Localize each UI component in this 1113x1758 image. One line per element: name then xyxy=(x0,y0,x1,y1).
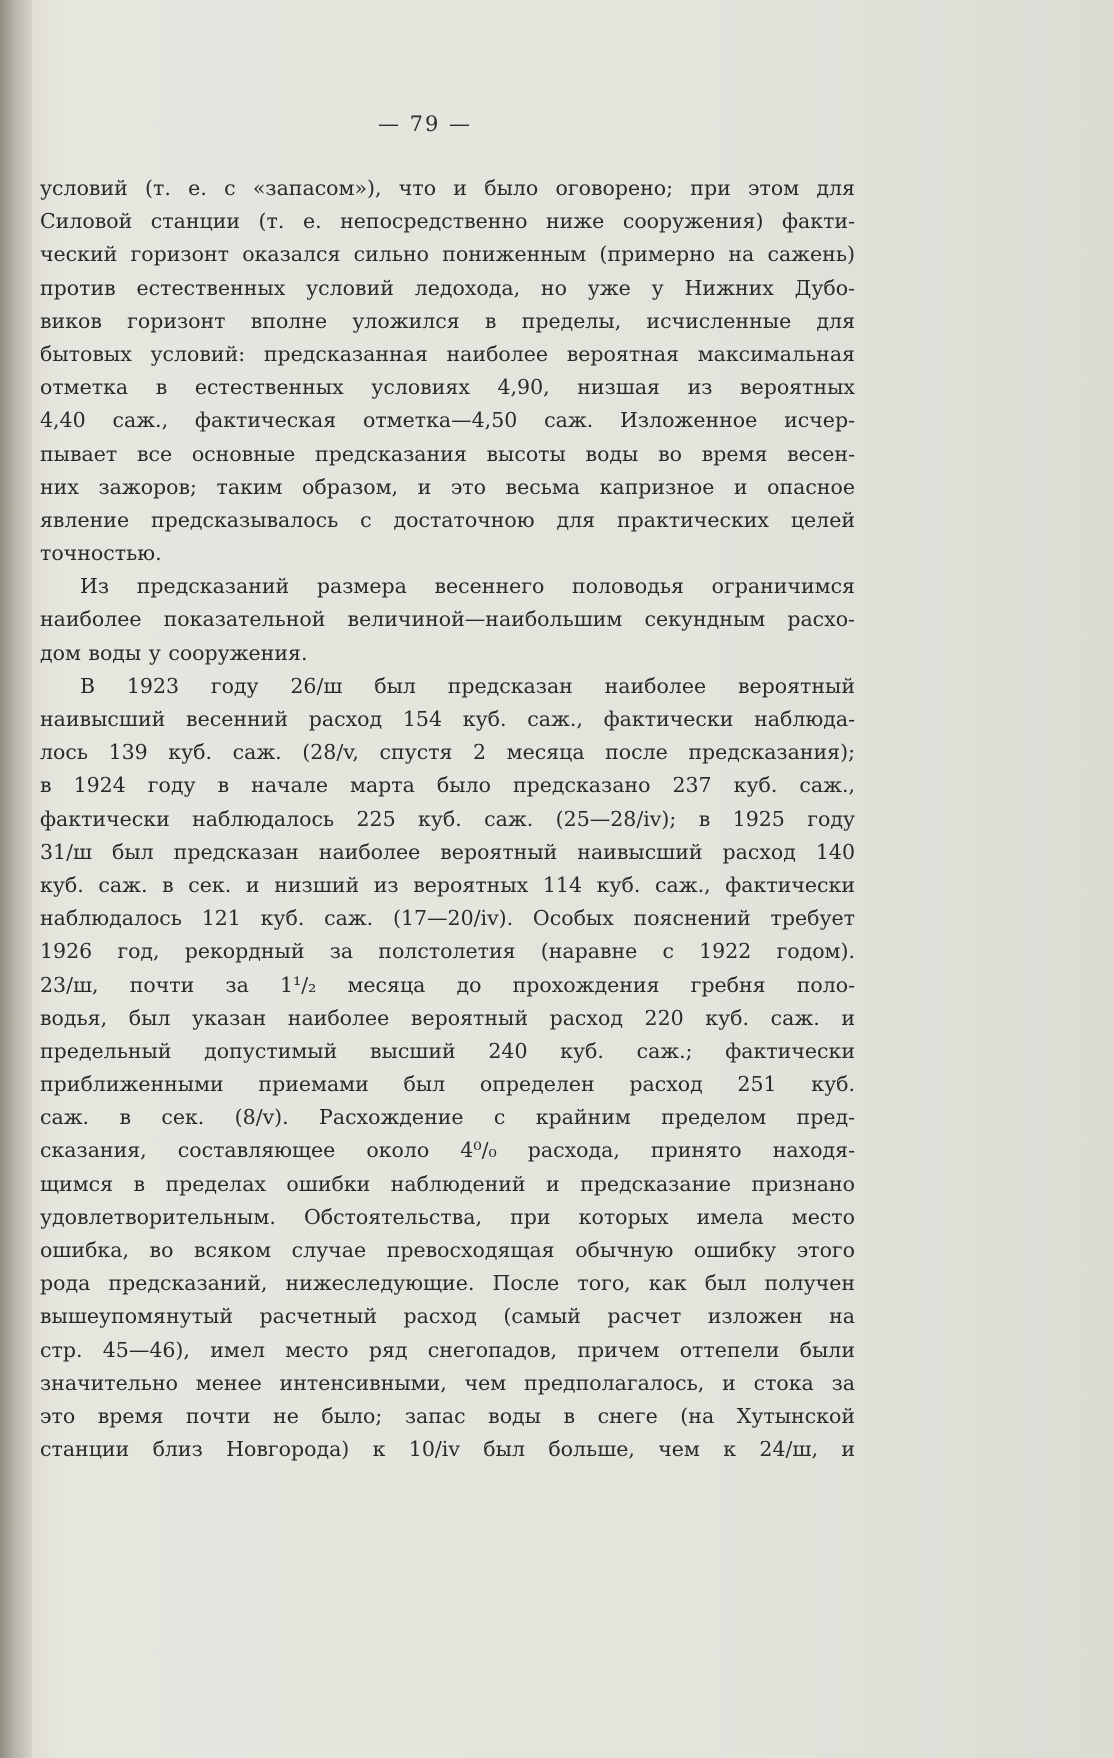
text-line: это время почти не было; запас воды в снеге (на Хутынской xyxy=(40,1403,855,1428)
book-spine-shadow xyxy=(0,0,32,1758)
text-line: отметка в естественных условиях 4,90, низшая из вероятных xyxy=(40,375,855,400)
text-line: 31/ш был предсказан наиболее вероятный наивысший расход 140 xyxy=(40,839,855,864)
text-line: рода предсказаний, нижеследующие. После того, как был получен xyxy=(40,1271,855,1296)
text-line: стр. 45—46), имел место ряд снегопадов, причем оттепели были xyxy=(40,1337,855,1362)
text-line: куб. саж. в сек. и низший из вероятных 114 куб. саж., фактически xyxy=(40,872,855,897)
text-line: сказания, составляющее около 4⁰/₀ расхода, принято находя- xyxy=(40,1138,855,1163)
text-line: точностью. xyxy=(40,541,162,566)
text-line: удовлетворительным. Обстоятельства, при которых имела место xyxy=(40,1204,855,1229)
text-line: водья, был указан наиболее вероятный расход 220 куб. саж. и xyxy=(40,1005,855,1030)
text-line: вышеупомянутый расчетный расход (самый расчет изложен на xyxy=(40,1304,855,1329)
text-line: значительно менее интенсивными, чем предполагалось, и стока за xyxy=(40,1370,855,1395)
page-number: — 79 — xyxy=(377,112,473,136)
text-line: пывает все основные предсказания высоты воды во время весен- xyxy=(40,441,855,466)
text-line: 1926 год, рекордный за полстолетия (наравне с 1922 годом). xyxy=(40,939,855,964)
text-line: щимся в пределах ошибки наблюдений и предсказание признано xyxy=(40,1171,855,1196)
text-line: явление предсказывалось с достаточною для практических целей xyxy=(40,507,855,532)
text-line: лось 139 куб. саж. (28/v, спустя 2 месяца после предсказания); xyxy=(40,740,855,765)
text-line: В 1923 году 26/ш был предсказан наиболее вероятный xyxy=(80,673,855,698)
text-line: дом воды у сооружения. xyxy=(40,640,308,665)
text-line: Силовой станции (т. е. непосредственно ниже сооружения) факти- xyxy=(40,209,855,234)
text-line: станции близ Новгорода) к 10/iv был больше, чем к 24/ш, и xyxy=(40,1437,855,1462)
text-line: в 1924 году в начале марта было предсказано 237 куб. саж., xyxy=(40,773,855,798)
body-text xyxy=(40,172,855,1466)
text-line: наблюдалось 121 куб. саж. (17—20/iv). Особых пояснений требует xyxy=(40,906,855,931)
text-line: 4,40 саж., фактическая отметка—4,50 саж. Изложенное исчер- xyxy=(40,408,855,433)
text-line: предельный допустимый высший 240 куб. саж.; фактически xyxy=(40,1038,855,1063)
text-line: приближенными приемами был определен расход 251 куб. xyxy=(40,1072,855,1097)
text-line: наивысший весенний расход 154 куб. саж., фактически наблюда- xyxy=(40,707,855,731)
text-line: бытовых условий: предсказанная наиболее вероятная максимальная xyxy=(40,341,855,366)
text-line: Из предсказаний размера весеннего половодья ограничимся xyxy=(80,574,855,599)
text-line: них зажоров; таким образом, и это весьма капризное и опасное xyxy=(40,474,855,499)
text-line: саж. в сек. (8/v). Расхождение с крайним пределом пред- xyxy=(40,1105,855,1130)
text-line: виков горизонт вполне уложился в пределы, исчисленные для xyxy=(40,308,855,333)
text-line: наиболее показательной величиной—наибольшим секундным расхо- xyxy=(40,607,855,632)
text-line: условий (т. е. с «запасом»), что и было оговорено; при этом для xyxy=(40,176,855,200)
text-line: против естественных условий ледохода, но уже у Нижних Дубо- xyxy=(40,275,855,300)
text-line: 23/ш, почти за 1¹/₂ месяца до прохождения гребня поло- xyxy=(40,972,855,997)
text-line: ческий горизонт оказался сильно пониженным (примерно на сажень) xyxy=(40,242,855,267)
text-line: ошибка, во всяком случае превосходящая обычную ошибку этого xyxy=(40,1238,855,1262)
text-line: фактически наблюдалось 225 куб. саж. (25—28/iv); в 1925 году xyxy=(40,806,855,831)
